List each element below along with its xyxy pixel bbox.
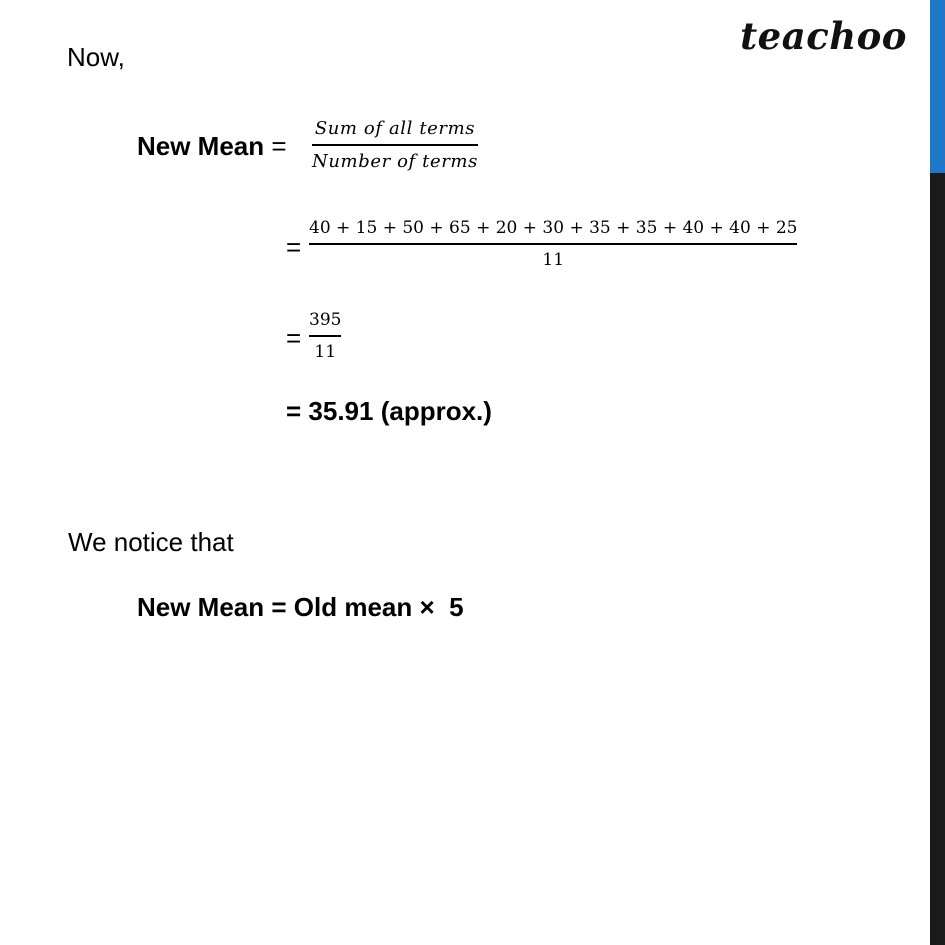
notice-text: We notice that bbox=[68, 527, 234, 557]
formula-label: New Mean bbox=[137, 131, 265, 161]
result-text: = 35.91 (approx.) bbox=[286, 396, 492, 426]
fraction-bar bbox=[309, 335, 341, 337]
formula-denominator: Number of terms bbox=[312, 150, 478, 172]
conclusion-text: New Mean = Old mean × 5 bbox=[137, 592, 464, 622]
formula-equals: = bbox=[271, 131, 287, 161]
step1-numerator: 40 + 15 + 50 + 65 + 20 + 30 + 35 + 35 + 40 + 40 + 25 bbox=[309, 218, 798, 238]
step1-denominator: 11 bbox=[542, 249, 565, 270]
step1-fraction bbox=[309, 220, 797, 269]
fraction-bar bbox=[309, 243, 797, 245]
teachoo-logo: teachoo bbox=[740, 14, 907, 58]
sidebar-accent bbox=[930, 0, 945, 173]
formula-numerator: Sum of all terms bbox=[314, 118, 476, 139]
formula-fraction bbox=[312, 120, 478, 171]
step2-denominator: 11 bbox=[314, 341, 337, 362]
fraction-bar bbox=[312, 144, 478, 146]
formula-line bbox=[137, 131, 287, 162]
intro-text: Now, bbox=[67, 42, 125, 72]
step2-equals: = bbox=[286, 323, 302, 353]
step2-numerator: 395 bbox=[309, 310, 342, 330]
step1-equals: = bbox=[286, 232, 302, 262]
step2-fraction bbox=[309, 312, 341, 361]
